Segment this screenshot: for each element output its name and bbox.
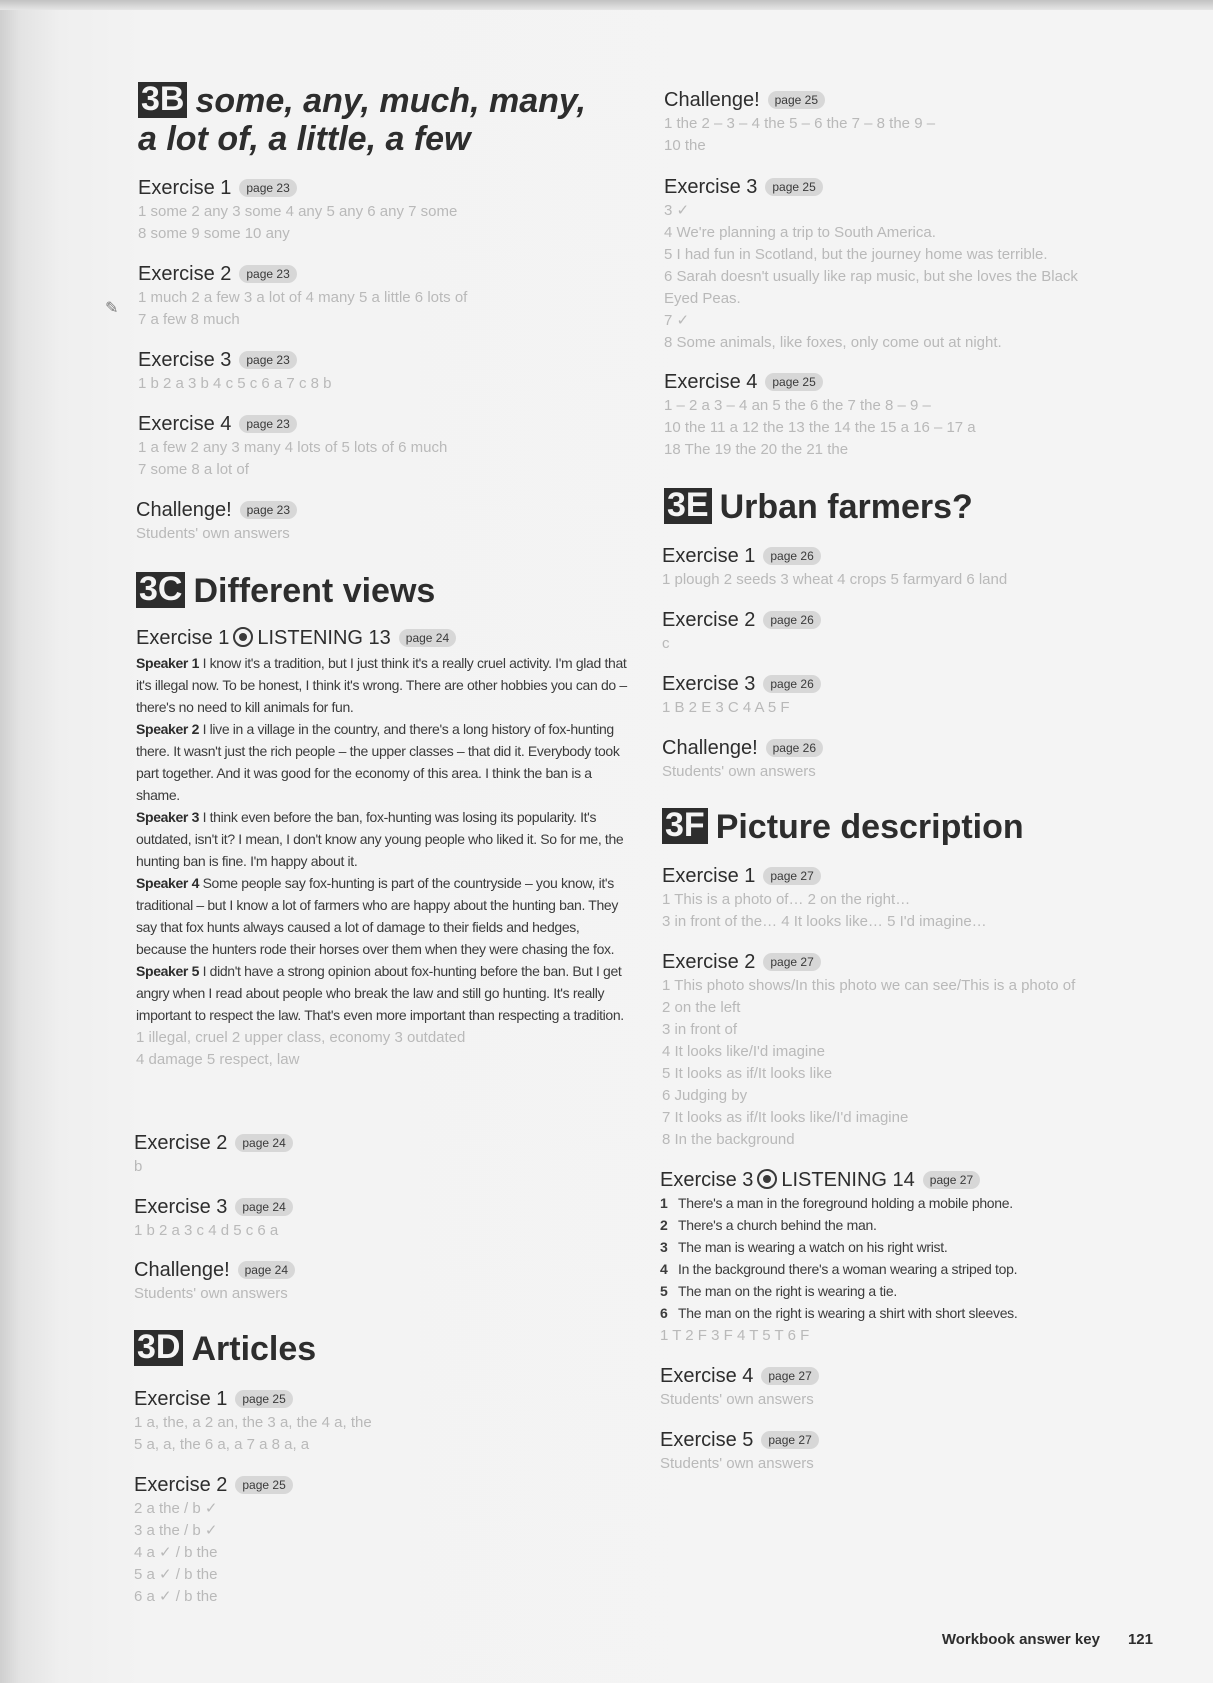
page-ref: page 24: [238, 1261, 295, 1279]
answer-line: 8 Some animals, like foxes, only come out at night.: [664, 334, 1002, 351]
section-title-3f: [662, 808, 1024, 847]
answer-line: 1 the 2 – 3 – 4 the 5 – 6 the 7 – 8 the 9 –: [664, 115, 936, 132]
pen-mark-icon: ✎: [105, 300, 119, 317]
page-ref: page 24: [235, 1134, 292, 1152]
challenge-3e: [662, 736, 823, 783]
exercise-3f-2: [662, 950, 1075, 1151]
answer-line: 1 some 2 any 3 some 4 any 5 any 6 any 7 some: [138, 203, 458, 220]
list-item: 2 There's a church behind the man.: [660, 1217, 877, 1233]
section-badge: 3B: [138, 82, 187, 118]
answer-line: 3 a the / b ✓: [134, 1522, 218, 1539]
page-edge: [0, 0, 1213, 10]
page-ref: page 23: [239, 351, 296, 369]
exercise-heading: Exercise 3: [134, 1196, 228, 1218]
exercise-3b-1: [138, 176, 457, 245]
audio-cd-icon: [233, 627, 253, 647]
answer-line: Students' own answers: [136, 525, 290, 542]
exercise-heading: Exercise 3: [660, 1169, 754, 1191]
answer-line: 1 This photo shows/In this photo we can see/This is a photo of: [662, 977, 1076, 994]
answer-line: 7 ✓: [664, 312, 690, 329]
answer-line: 5 a ✓ / b the: [134, 1566, 218, 1583]
answer-line: 10 the: [664, 137, 706, 154]
list-item: 4 In the background there's a woman wearing a striped top.: [660, 1261, 1018, 1277]
answer-line: 1 much 2 a few 3 a lot of 4 many 5 a little 6 lots of: [138, 289, 468, 306]
answer-line: 1 This is a photo of… 2 on the right…: [662, 891, 911, 908]
exercise-3f-1: [662, 864, 987, 933]
exercise-heading: Exercise 1: [662, 545, 756, 567]
exercise-3c-1: [136, 626, 628, 1071]
answer-line: 4 It looks like/I'd imagine: [662, 1043, 825, 1060]
answer-line: 1 plough 2 seeds 3 wheat 4 crops 5 farmyard 6 land: [662, 571, 1008, 588]
answer-line: 2 on the left: [662, 999, 741, 1016]
page-number: 121: [1127, 1631, 1153, 1648]
exercise-heading: Exercise 3: [138, 349, 232, 371]
answer-line: 6 a ✓ / b the: [134, 1588, 218, 1605]
answer-line: 6 Judging by: [662, 1087, 748, 1104]
challenge-heading: Challenge!: [134, 1259, 230, 1281]
answer-line: 4 damage 5 respect, law: [136, 1051, 300, 1068]
exercise-heading: Exercise 1: [138, 177, 232, 199]
listening-label: LISTENING 14: [781, 1169, 915, 1191]
answer-line: 1 B 2 E 3 C 4 A 5 F: [662, 699, 790, 716]
challenge-heading: Challenge!: [136, 499, 232, 521]
section-badge: 3F: [662, 808, 708, 844]
exercise-heading: Exercise 1: [662, 865, 756, 887]
answer-line: 2 a the / b ✓: [134, 1500, 218, 1517]
page-ref: page 27: [761, 1431, 818, 1449]
exercise-heading: Exercise 2: [134, 1474, 228, 1496]
exercise-3c-3: [134, 1195, 293, 1242]
answer-line: 3 in front of: [662, 1021, 738, 1038]
speaker-label: Speaker 3: [136, 809, 200, 825]
answer-line: 3 in front of the… 4 It looks like… 5 I'd imagine…: [662, 913, 987, 930]
exercise-heading: Exercise 4: [664, 371, 758, 393]
answer-line: Students' own answers: [660, 1391, 814, 1408]
section-title: Picture description: [715, 808, 1024, 846]
page-ref: page 25: [765, 178, 822, 196]
answer-line: 5 It looks as if/It looks like: [662, 1065, 833, 1082]
exercise-3b-3: [138, 348, 331, 395]
speaker-label: Speaker 1: [136, 655, 200, 671]
speaker-text: Some people say fox-hunting is part of the countryside – you know, it's traditional – but I know a lot of farmers who are happy about the hunting ban. They say that fox hunts always caused a lot of damage to their fields and hedges, because the hunters rode their horses over them when they were chasing the fox.: [136, 875, 619, 957]
answer-line: 18 The 19 the 20 the 21 the: [664, 441, 849, 458]
answer-line: b: [134, 1158, 143, 1175]
page-ref: page 25: [768, 91, 825, 109]
section-title-line1: some, any, much, many,: [195, 82, 586, 120]
exercise-3f-4: [660, 1364, 819, 1411]
section-title: Articles: [191, 1330, 317, 1368]
exercise-heading: Exercise 3: [664, 176, 758, 198]
section-title-3d: [134, 1330, 316, 1369]
exercise-3d-4: [664, 370, 976, 461]
section-badge: 3E: [664, 488, 712, 524]
listening-label: LISTENING 13: [257, 627, 391, 649]
exercise-heading: Exercise 2: [662, 951, 756, 973]
answer-line: 4 We're planning a trip to South America.: [664, 224, 936, 241]
answer-line: 1 T 2 F 3 F 4 T 5 T 6 F: [660, 1327, 810, 1344]
answer-line: 8 some 9 some 10 any: [138, 225, 290, 242]
page-ref: page 25: [235, 1476, 292, 1494]
exercise-heading: Exercise 4: [138, 413, 232, 435]
speaker-text: I live in a village in the country, and there's a long history of fox-hunting there. It wasn't just the rich people – the upper classes – that did it. Everybody took part together. And it was good for the economy of this area. I think the ban is a shame.: [136, 721, 620, 803]
exercise-heading: Exercise 5: [660, 1429, 754, 1451]
page-footer: [942, 1631, 1153, 1648]
audio-cd-icon: [757, 1169, 777, 1189]
answer-line: 1 – 2 a 3 – 4 an 5 the 6 the 7 the 8 – 9 –: [664, 397, 931, 414]
challenge-3d: [664, 88, 935, 157]
challenge-3b: [136, 498, 297, 545]
speaker-text: I think even before the ban, fox-hunting was losing its popularity. It's outdated, isn't it? I mean, I don't know any young people who liked it. So for me, the hunting ban is fine. I'm happy about it.: [136, 809, 624, 869]
transcript: [136, 652, 628, 1026]
challenge-3c: [134, 1258, 295, 1305]
exercise-3f-3: [660, 1168, 1017, 1347]
answer-line: 4 a ✓ / b the: [134, 1544, 218, 1561]
answer-line: 6 Sarah doesn't usually like rap music, but she loves the Black: [664, 268, 1078, 285]
exercise-heading: Exercise 3: [662, 673, 756, 695]
exercise-heading: Exercise 4: [660, 1365, 754, 1387]
exercise-3d-3: [664, 175, 1078, 354]
answer-line: 1 a few 2 any 3 many 4 lots of 5 lots of 6 much: [138, 439, 448, 456]
page-ref: page 23: [239, 179, 296, 197]
page-ref: page 23: [239, 415, 296, 433]
exercise-3d-1: [134, 1387, 372, 1456]
answers: [138, 201, 457, 245]
page-ref: page 25: [235, 1390, 292, 1408]
section-title-3e: [664, 488, 973, 527]
answer-line: 1 a, the, a 2 an, the 3 a, the 4 a, the: [134, 1414, 372, 1431]
challenge-heading: Challenge!: [662, 737, 758, 759]
page-ref: page 24: [399, 629, 456, 647]
answer-line: 5 a, a, the 6 a, a 7 a 8 a, a: [134, 1436, 310, 1453]
page-ref: page 26: [766, 739, 823, 757]
answer-line: 3 ✓: [664, 202, 690, 219]
page-ref: page 25: [765, 373, 822, 391]
section-title: Different views: [193, 572, 436, 610]
section-title-3b: [138, 82, 586, 158]
exercise-3e-1: [662, 544, 1007, 591]
page-ref: page 26: [763, 675, 820, 693]
answer-line: 7 some 8 a lot of: [138, 461, 249, 478]
answer-line: 10 the 11 a 12 the 13 the 14 the 15 a 16 – 17 a: [664, 419, 976, 436]
answer-line: Students' own answers: [660, 1455, 814, 1472]
answer-line: 1 b 2 a 3 b 4 c 5 c 6 a 7 c 8 b: [138, 375, 332, 392]
footer-title: Workbook answer key: [941, 1631, 1100, 1648]
answer-line: Eyed Peas.: [664, 290, 741, 307]
exercise-3d-2: [134, 1473, 293, 1608]
exercise-3c-2: [134, 1131, 293, 1178]
section-badge: 3D: [134, 1330, 183, 1366]
list-item: 5 The man on the right is wearing a tie.: [660, 1283, 897, 1299]
transcript-list: [660, 1192, 1017, 1324]
answer-line: Students' own answers: [662, 763, 816, 780]
answer-line: Students' own answers: [134, 1285, 288, 1302]
exercise-heading: Exercise 2: [134, 1132, 228, 1154]
challenge-heading: Challenge!: [664, 89, 760, 111]
answer-line: 7 It looks as if/It looks like/I'd imagine: [662, 1109, 909, 1126]
speaker-text: I didn't have a strong opinion about fox-hunting before the ban. But I get angry when I read about people who break the law and still go hunting. It's really important to respect the law. That's even more important than respecting a tradition.: [136, 963, 624, 1023]
exercise-heading: Exercise 2: [662, 609, 756, 631]
page-ref: page 27: [763, 867, 820, 885]
answer-line: 8 In the background: [662, 1131, 795, 1148]
list-item: 1 There's a man in the foreground holding a mobile phone.: [660, 1195, 1013, 1211]
list-item: 6 The man on the right is wearing a shirt with short sleeves.: [660, 1305, 1018, 1321]
page-ref: page 24: [235, 1198, 292, 1216]
section-title-line2: a lot of, a little, a few: [138, 120, 471, 158]
answer-line: 7 a few 8 much: [138, 311, 240, 328]
answer-line: 1 illegal, cruel 2 upper class, economy 3 outdated: [136, 1029, 466, 1046]
page-ref: page 27: [761, 1367, 818, 1385]
answer-line: 1 b 2 a 3 c 4 d 5 c 6 a: [134, 1222, 279, 1239]
exercise-heading: Exercise 2: [138, 263, 232, 285]
exercise-3f-5: [660, 1428, 819, 1475]
exercise-3b-4: [138, 412, 447, 481]
answer-line: 5 I had fun in Scotland, but the journey home was terrible.: [664, 246, 1048, 263]
exercise-3e-2: [662, 608, 821, 655]
section-title-3c: [136, 572, 435, 611]
section-title: Urban farmers?: [719, 488, 973, 526]
speaker-label: Speaker 4: [136, 875, 200, 891]
exercise-3b-2: [138, 262, 467, 331]
page-ref: page 27: [763, 953, 820, 971]
speaker-label: Speaker 5: [136, 963, 200, 979]
answer-line: c: [662, 635, 670, 652]
exercise-3e-3: [662, 672, 821, 719]
speaker-text: I know it's a tradition, but I just think it's a really cruel activity. I'm glad that it's illegal now. To be honest, I think it's wrong. There are other hobbies you can do – there's no need to kill animals for fun.: [136, 655, 627, 715]
page-ref: page 23: [239, 265, 296, 283]
exercise-heading: Exercise 1: [136, 627, 230, 649]
page-ref: page 26: [763, 611, 820, 629]
speaker-label: Speaker 2: [136, 721, 200, 737]
exercise-heading: Exercise 1: [134, 1388, 228, 1410]
section-badge: 3C: [136, 572, 185, 608]
page-ref: page 27: [923, 1171, 980, 1189]
page-ref: page 23: [240, 501, 297, 519]
list-item: 3 The man is wearing a watch on his right wrist.: [660, 1239, 948, 1255]
page-ref: page 26: [763, 547, 820, 565]
